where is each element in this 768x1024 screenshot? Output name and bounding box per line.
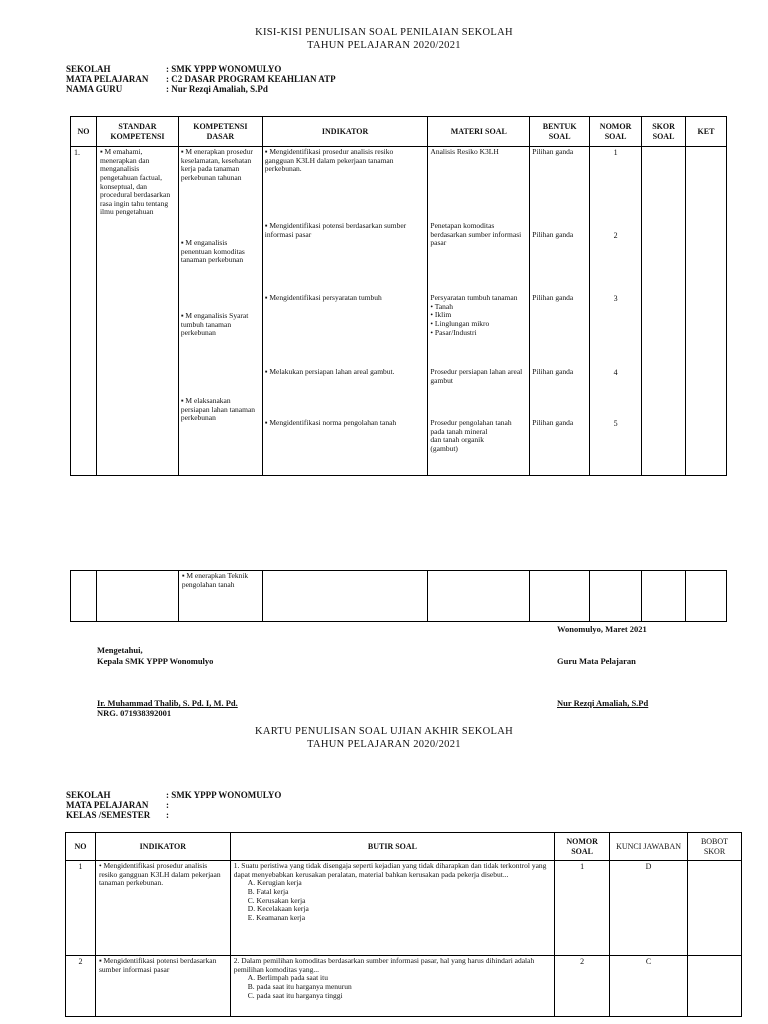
nrg: NRG. 071938392001	[97, 708, 172, 718]
nomor-item: 5	[613, 419, 618, 428]
header-cell: NO	[71, 117, 97, 147]
guru-label: Guru Mata Pelajaran	[557, 656, 636, 666]
empty-cell	[590, 571, 642, 622]
indikator-cell	[262, 147, 428, 476]
empty-cell	[642, 571, 686, 622]
meta-key: KELAS /SEMESTER	[66, 810, 151, 820]
standar-kompetensi: ▪ M emahami, menerapkan dan menganalisis pengetahuan factual, konseptual, dan procedural berdasarkan rasa ingin tahu tentang ilmu pengetahuan	[96, 147, 178, 476]
place-date: Wonomulyo, Maret 2021	[557, 624, 647, 634]
kisi-kisi-table	[70, 116, 727, 476]
kartu-soal-table	[65, 832, 742, 1017]
empty-cell	[71, 571, 97, 622]
kepala-name: Ir. Muhammad Thalib, S. Pd. I, M. Pd.	[97, 698, 238, 708]
table-row	[66, 956, 742, 1017]
empty-cell	[685, 571, 726, 622]
kd-item: ▪ M elaksanakan persiapan lahan tanaman perkebunan	[180, 396, 256, 423]
row-no: 2	[66, 956, 96, 1017]
kd-item: ▪ M enerapkan prosedur keselamatan, kesehatan kerja pada tanaman perkebunan tahunan	[180, 147, 253, 182]
bentuk-item: Pilihan ganda	[532, 147, 574, 156]
nomor-item: 2	[613, 231, 618, 240]
meta-val: :	[166, 810, 169, 820]
meta-key: SEKOLAH	[66, 64, 111, 74]
materi-item: Prosedur persiapan lahan areal gambut	[430, 367, 523, 385]
indikator-item: ▪ Mengidentifikasi persyaratan tumbuh	[264, 293, 382, 302]
kd-item: ▪ M enganalisis Syarat tumbuh tanaman perkebunan	[180, 311, 249, 338]
empty-cell	[428, 571, 530, 622]
answer-option: B. Fatal kerja	[247, 886, 289, 896]
meta-val: : Nur Rezqi Amaliah, S.Pd	[166, 84, 268, 94]
empty-cell	[96, 571, 178, 622]
table-row	[66, 861, 742, 956]
mengetahui-label: Mengetahui,	[97, 645, 143, 655]
answer-option: D. Kecelakaan kerja	[247, 904, 309, 914]
indikator: • Mengidentifikasi prosedur analisis resiko gangguan K3LH dalam pekerjaan tanaman perkebunan.	[95, 861, 230, 956]
header-cell: KET	[686, 117, 727, 147]
bobot-skor	[688, 956, 742, 1017]
bentuk-cell	[530, 147, 590, 476]
kunci-jawaban: D	[610, 861, 688, 956]
nomor-cell	[590, 147, 642, 476]
meta-val: : SMK YPPP WONOMULYO	[166, 64, 282, 74]
answer-option: A. Kerugian kerja	[247, 878, 302, 888]
empty-cell	[262, 571, 428, 622]
bobot-skor	[688, 861, 742, 956]
kd-item: ▪ M enganalisis penentuan komoditas tanaman perkebunan	[180, 238, 245, 265]
answer-option: A. Berlimpah pada saat itu	[247, 973, 328, 983]
question-text: 2. Dalam pemilihan komoditas berdasarkan sumber informasi pasar, hal yang harus dihindari adalah pemilihan komoditas yang...	[233, 956, 535, 974]
ket-cell	[686, 147, 727, 476]
header-cell: INDIKATOR	[95, 833, 230, 861]
nomor-item: 1	[613, 148, 618, 157]
answer-option: C. Kerusakan kerja	[247, 895, 306, 905]
answer-option: B. pada saat itu harganya menurun	[247, 981, 352, 991]
header-cell: BENTUK SOAL	[530, 117, 590, 147]
bentuk-item: Pilihan ganda	[532, 418, 574, 427]
row-no: 1.	[71, 147, 97, 476]
materi-item: Penetapan komoditas berdasarkan sumber informasi pasar	[430, 221, 522, 248]
skor-cell	[642, 147, 686, 476]
kisi-kisi-table-continued	[70, 570, 727, 622]
doc2-title: KARTU PENULISAN SOAL UJIAN AKHIR SEKOLAH	[254, 726, 514, 737]
meta-key: MATA PELAJARAN	[66, 800, 149, 810]
indikator-item: ▪ Mengidentifikasi potensi berdasarkan sumber informasi pasar	[264, 221, 407, 239]
empty-cell	[530, 571, 590, 622]
header-cell: NOMOR SOAL	[590, 117, 642, 147]
doc2-meta	[66, 790, 281, 820]
butir-soal	[230, 956, 554, 1017]
question-text: 1. Suatu peristiwa yang tidak disengaja seperti kejadian yang tidak diharapkan dan tidak terkontrol yang dapat menyebabkan kerusakan peralatan, material bahkan kerusakan pada pekerja disebut...	[233, 861, 547, 879]
doc2-subtitle: TAHUN PELAJARAN 2020/2021	[307, 739, 461, 750]
nomor-soal: 1	[555, 861, 610, 956]
nomor-item: 4	[613, 368, 618, 377]
header-cell: INDIKATOR	[262, 117, 428, 147]
bentuk-item: Pilihan ganda	[532, 367, 574, 376]
meta-val: : SMK YPPP WONOMULYO	[166, 790, 282, 800]
row-no: 1	[66, 861, 96, 956]
doc1-meta	[66, 64, 336, 94]
indikator-item: ▪ Mengidentifikasi prosedur analisis resiko gangguan K3LH dalam pekerjaan tanaman perkebunan.	[264, 147, 394, 174]
materi-item: Analisis Resiko K3LH	[430, 147, 499, 156]
answer-option: E. Keamanan kerja	[247, 912, 306, 922]
nomor-soal: 2	[555, 956, 610, 1017]
materi-item: Persyaratan tumbuh tanaman • Tanah • Iklim • Linglungan mikro • Pasar/Industri	[430, 293, 518, 337]
header-cell: SKOR SOAL	[642, 117, 686, 147]
nomor-item: 3	[613, 294, 618, 303]
kunci-jawaban: C	[610, 956, 688, 1017]
indikator: ▪ Mengidentifikasi potensi berdasarkan sumber informasi pasar	[95, 956, 230, 1017]
indikator-item: ▪ Mengidentifikasi norma pengolahan tanah	[264, 418, 397, 427]
header-cell: STANDAR KOMPETENSI	[96, 117, 178, 147]
header-cell: MATERI SOAL	[428, 117, 530, 147]
bentuk-item: Pilihan ganda	[532, 230, 574, 239]
header-cell: NO	[66, 833, 96, 861]
answer-option: C. pada saat itu harganya tinggi	[247, 990, 343, 1000]
meta-val: :	[166, 800, 169, 810]
materi-cell	[428, 147, 530, 476]
doc1-title: KISI-KISI PENULISAN SOAL PENILAIAN SEKOLAH	[255, 27, 513, 38]
header-cell: KUNCI JAWABAN	[610, 833, 688, 861]
butir-soal	[230, 861, 554, 956]
kd-item: ▪ M enerapkan Teknik pengolahan tanah	[178, 571, 262, 622]
meta-key: NAMA GURU	[66, 84, 123, 94]
kompetensi-dasar-cell	[178, 147, 262, 476]
kepala-label: Kepala SMK YPPP Wonomulyo	[97, 656, 214, 666]
header-cell: BUTIR SOAL	[230, 833, 554, 861]
meta-key: SEKOLAH	[66, 790, 111, 800]
header-cell: BOBOT SKOR	[688, 833, 742, 861]
doc1-subtitle: TAHUN PELAJARAN 2020/2021	[307, 40, 461, 51]
guru-name: Nur Rezqi Amaliah, S.Pd	[557, 698, 649, 708]
bentuk-item: Pilihan ganda	[532, 293, 574, 302]
materi-item: Prosedur pengolahan tanah pada tanah mineral dan tanah organik (gambut)	[430, 418, 512, 453]
indikator-item: ▪ Melakukan persiapan lahan areal gambut.	[264, 367, 395, 376]
header-cell: NOMOR SOAL	[555, 833, 610, 861]
meta-val: : C2 DASAR PROGRAM KEAHLIAN ATP	[166, 74, 336, 84]
meta-key: MATA PELAJARAN	[66, 74, 149, 84]
header-cell: KOMPETENSI DASAR	[178, 117, 262, 147]
